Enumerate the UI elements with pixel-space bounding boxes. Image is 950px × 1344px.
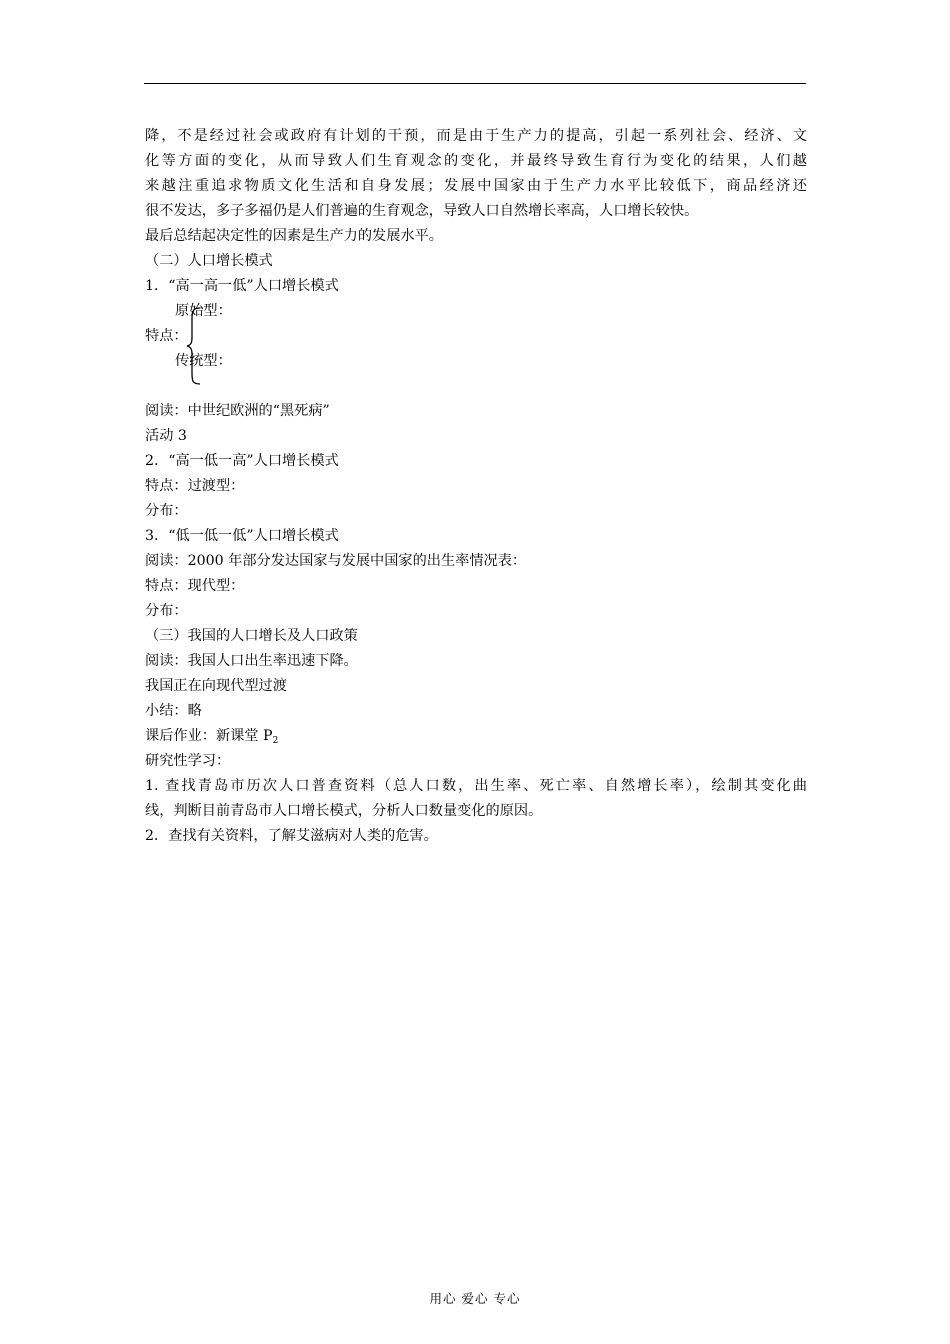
features-line: 特点：现代型：: [145, 578, 245, 594]
homework-subscript: 2: [272, 736, 279, 746]
paragraph-line: 化等方面的变化，从而导致人们生育观念的变化，并最终导致生育行为变化的结果，人们越: [145, 153, 807, 169]
primitive-type-label: 原始型：: [175, 303, 232, 319]
section-heading: （二）人口增长模式: [145, 253, 273, 269]
summary-line: 最后总结起决定性的因素是生产力的发展水平。: [145, 228, 443, 244]
distribution-line: 分布：: [145, 503, 188, 519]
reading-line: 阅读：中世纪欧洲的“黑死病”: [145, 403, 330, 419]
paragraph-line: 来越注重追求物质文化生活和自身发展；发展中国家由于生产力水平比较低下，商品经济还: [145, 178, 807, 194]
traditional-type-label: 传统型：: [175, 353, 232, 369]
activity-line: 活动 3: [145, 428, 187, 444]
homework-text: 课后作业：新课堂 P: [145, 728, 273, 744]
blank-line: [145, 374, 807, 399]
item-title: 3．“低一低一低”人口增长模式: [145, 528, 339, 544]
research-item-line: 1. 查找青岛市历次人口普查资料（总人口数，出生率、死亡率、自然增长率），绘制其变化曲: [145, 778, 807, 794]
paragraph-line: 降，不是经过社会或政府有计划的干预，而是由于生产力的提高，引起一系列社会、经济、文: [145, 128, 807, 144]
paragraph-line: 很不发达，多子多福仍是人们普遍的生育观念，导致人口自然增长率高，人口增长较快。: [145, 203, 699, 219]
research-item-line: 线，判断目前青岛市人口增长模式，分析人口数量变化的原因。: [145, 803, 543, 819]
page-footer: 用心 爱心 专心: [429, 1291, 521, 1306]
item-title: 1．“高一高一低”人口增长模式: [145, 278, 339, 294]
homework-line: [145, 724, 807, 749]
summary-line: 小结：略: [145, 703, 202, 719]
reading-line: 阅读：2000 年部分发达国家与发展中国家的出生率情况表：: [145, 553, 527, 569]
research-item-line: 2．查找有关资料，了解艾滋病对人类的危害。: [145, 828, 438, 844]
features-line: 特点：过渡型：: [145, 478, 245, 494]
reading-line: 阅读：我国人口出生率迅速下降。: [145, 653, 358, 669]
document-body: [145, 124, 807, 849]
header-rule: [144, 83, 806, 84]
distribution-line: 分布：: [145, 603, 188, 619]
left-brace-icon: [186, 307, 202, 385]
item-title: 2．“高一低一高”人口增长模式: [145, 453, 339, 469]
research-title: 研究性学习：: [145, 753, 231, 769]
section-heading: （三）我国的人口增长及人口政策: [145, 628, 358, 644]
transition-line: 我国正在向现代型过渡: [145, 678, 287, 694]
features-label: 特点：: [145, 328, 188, 344]
